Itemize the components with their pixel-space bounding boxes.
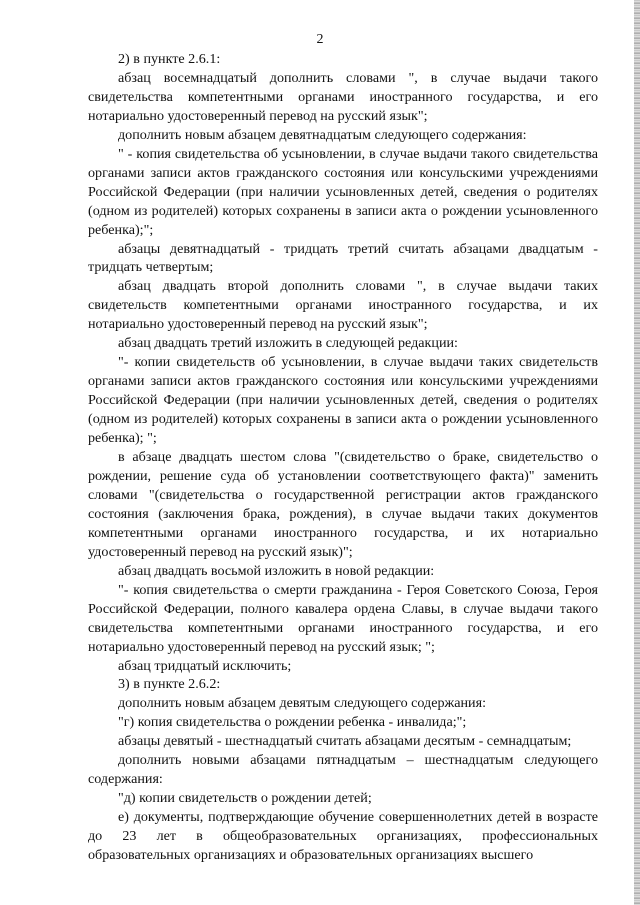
paragraph: дополнить новыми абзацами пятнадцатым – шестнадцатым следующего содержания: xyxy=(88,752,598,788)
scan-edge xyxy=(634,0,640,905)
paragraph: дополнить новым абзацем девятнадцатым следующего содержания: xyxy=(118,126,527,143)
paragraph: абзацы девятый - шестнадцатый считать абзацами десятым - семнадцатым; xyxy=(118,733,572,750)
paragraph: дополнить новым абзацем девятым следующего содержания: xyxy=(118,695,486,712)
paragraph: абзац двадцать третий изложить в следующей редакции: xyxy=(118,335,458,352)
document-body xyxy=(88,50,598,865)
paragraph: 2) в пункте 2.6.1: xyxy=(118,51,221,67)
paragraph: абзац двадцать восьмой изложить в новой редакции: xyxy=(118,562,435,579)
page-number: 2 xyxy=(316,32,324,47)
paragraph: " - копия свидетельства об усыновлении, в случае выдачи такого свидетельства органами записи актов гражданского состояния или консульскими учреждениями Российской Федерации (при наличии усыновленных детей, сведения о родителях (одном из родителей) которых сохранены в записи акта о рождении усыновленного ребенка);"; xyxy=(88,145,598,238)
paragraph: абзац двадцать второй дополнить словами ", в случае выдачи таких свидетельств компетентными органами иностранного государства, и их нотариально удостоверенный перевод на русский язык"; xyxy=(88,278,598,333)
paragraph: "- копия свидетельства о смерти гражданина - Героя Советского Союза, Героя Российской Федерации, полного кавалера ордена Славы, в случае выдачи такого свидетельства компетентными органами иностранного государства, и его нотариально удостоверенный перевод на русский язык; "; xyxy=(88,581,598,655)
paragraph: "г) копия свидетельства о рождении ребенка - инвалида;"; xyxy=(118,714,467,731)
paragraph: абзац тридцатый исключить; xyxy=(118,657,292,674)
paragraph: в абзаце двадцать шестом слова "(свидетельство о браке, свидетельство о рождении, решение суда об установлении соответствующего факта)" заменить словами "(свидетельства о государственной регистрации актов гражданского состояния (заключения брака, рождения), в случае выдачи таких документов компетентными органами иностранного государства, и их нотариально удостоверенный перевод на русский язык)"; xyxy=(88,449,598,560)
paragraph: абзац восемнадцатый дополнить словами ", в случае выдачи такого свидетельства компетентными органами иностранного государства, и его нотариально удостоверенный перевод на русский язык"; xyxy=(88,69,598,124)
paragraph: "- копии свидетельств об усыновлении, в случае выдачи таких свидетельств органами записи актов гражданского состояния или консульскими учреждениями Российской Федерации (при наличии усыновленных детей, сведения о родителях (одном из родителей) которых сохранены в записи акта о рождении усыновленного ребенка); "; xyxy=(88,354,598,447)
paragraph: "д) копии свидетельств о рождении детей; xyxy=(118,790,372,807)
paragraph: е) документы, подтверждающие обучение совершеннолетних детей в возрасте до 23 лет в общеобразовательных организациях, профессиональных образовательных организациях и образовательных организациях высшего xyxy=(88,809,598,864)
paragraph: 3) в пункте 2.6.2: xyxy=(118,676,221,693)
paragraph: абзацы девятнадцатый - тридцать третий считать абзацами двадцатым - тридцать четвертым; xyxy=(88,240,598,276)
